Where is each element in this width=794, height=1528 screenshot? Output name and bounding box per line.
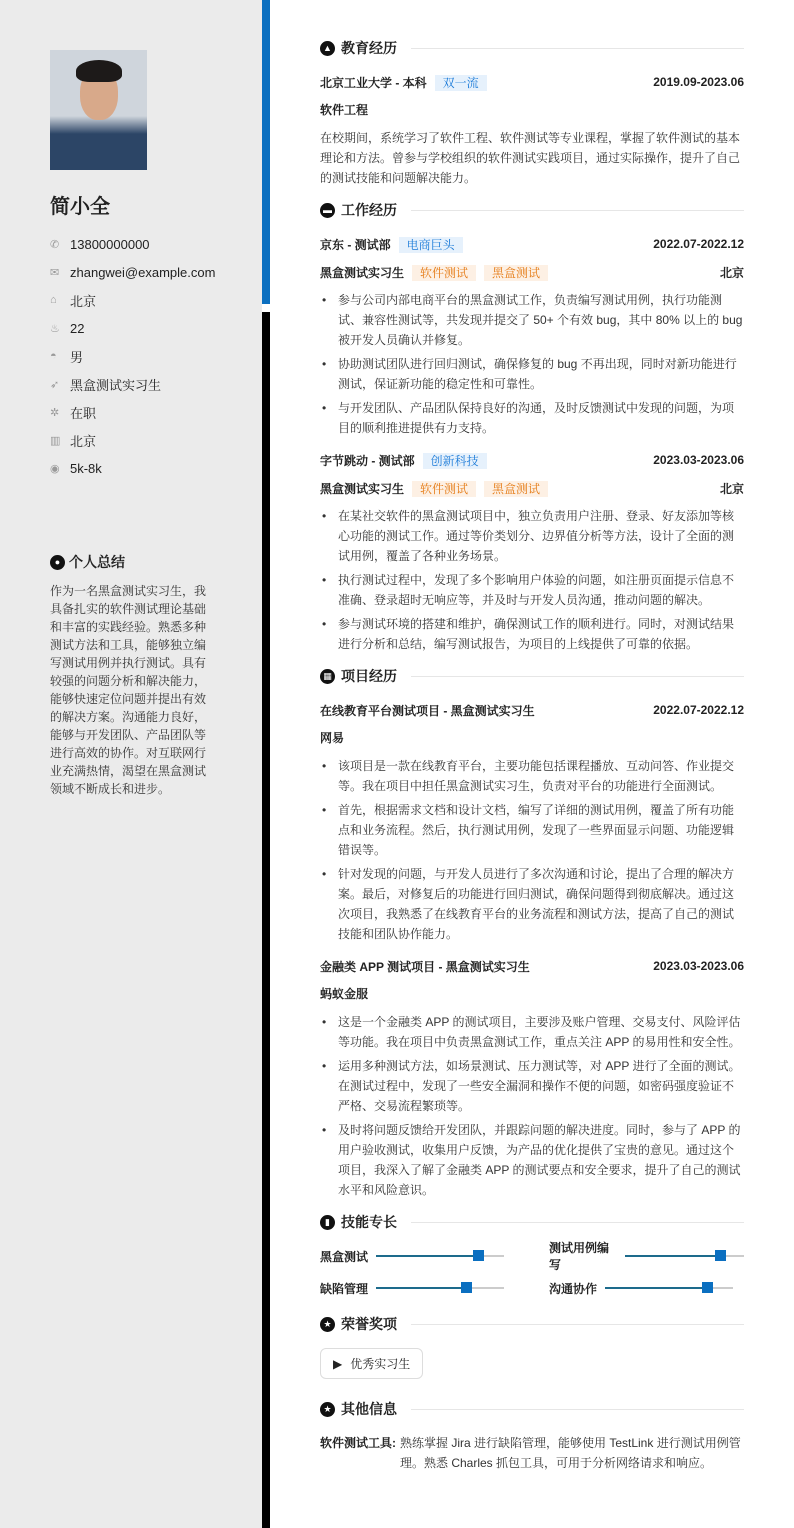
summary-title: 个人总结 (69, 554, 125, 570)
role-row (320, 478, 744, 498)
skill-tag: 软件测试 (412, 265, 476, 281)
work-date: 2022.07-2022.12 (653, 237, 744, 251)
user-icon: ● (50, 555, 65, 570)
cake-icon: ♨ (50, 322, 60, 335)
summary-section (50, 552, 215, 798)
work-bullet: • 执行测试过程中，发现了多个影响用户体验的问题，如注册页面提示信息不准确、登录超时无响应等，并及时与开发人员沟通，推动问题的解决。 (320, 570, 744, 610)
summary-text: 作为一名黑盒测试实习生，我具备扎实的软件测试理论基础和丰富的实践经验。熟悉多种测试方法和工具，能够独立编写测试用例并执行测试。具有较强的问题分析和解决能力，能够快速定位问题并提出有效的解决方案。沟通能力良好，能够与开发团队、产品团队等进行高效的协作。对互联网行业充满热情，渴望在黑盒测试领域不断成长和进步。 (50, 584, 207, 796)
projects-title: 项目经历 (341, 668, 397, 684)
grid-icon: ▦ (320, 669, 335, 684)
chart-icon: ▮ (320, 1215, 335, 1230)
slider-thumb[interactable] (461, 1282, 472, 1293)
accent-bar (262, 0, 270, 304)
project-bullet: • 运用多种测试方法，如场景测试、压力测试等，对 APP 进行了全面的测试。在测试过程中，发现了一些安全漏洞和操作不便的问题，如密码强度验证不严格、交易流程繁琐等。 (320, 1056, 744, 1116)
briefcase-icon: ▬ (320, 203, 335, 218)
company: 字节跳动 - 测试部 (320, 453, 415, 468)
work-city: 北京 (719, 265, 744, 280)
project-name: 金融类 APP 测试项目 - 黑盒测试实习生 (320, 959, 530, 974)
company-tag: 电商巨头 (399, 237, 463, 253)
money-icon: ◉ (50, 462, 60, 475)
project-bullet: • 这是一个金融类 APP 的测试项目，主要涉及账户管理、交易支付、风险评估等功能。我在项目中负责黑盒测试工作，重点关注 APP 的易用性和安全性。 (320, 1012, 744, 1052)
slider-thumb[interactable] (702, 1282, 713, 1293)
work-bullet: • 参与公司内部电商平台的黑盒测试工作，负责编写测试用例，执行功能测试、兼容性测试等，共发现并提交了 50+ 个有效 bug，其中 80% 以上的 bug 被开发人员确认并修复。 (320, 290, 744, 350)
send-icon: ➶ (50, 378, 60, 391)
skill-slider[interactable] (376, 1255, 504, 1257)
edu-date: 2019.09-2023.06 (653, 75, 744, 89)
work-header (320, 450, 744, 470)
work-bullet: • 参与测试环境的搭建和维护，确保测试工作的顺利进行。同时，对测试结果进行分析和总结，编写测试报告，为项目的上线提供了可靠的依据。 (320, 614, 744, 654)
email: zhangwei@example.com (70, 264, 216, 280)
info-icon: ★ (320, 1402, 335, 1417)
skill-tag: 黑盒测试 (484, 265, 548, 281)
project-bullet: • 该项目是一款在线教育平台，主要功能包括课程播放、互动问答、作业提交等。我在项目中担任黑盒测试实习生，负责对平台的功能进行全面测试。 (320, 756, 744, 796)
project-bullet: • 及时将问题反馈给开发团队，并跟踪问题的解决进度。同时，参与了 APP 的用户验收测试，收集用户反馈，为产品的优化提供了宝贵的意见。通过这个项目，我深入了解了金融类 APP 的测试要点和安全要求，提升了自己的测试水平和风险意识。 (320, 1120, 744, 1200)
project-date: 2022.07-2022.12 (653, 703, 744, 717)
skill-slider[interactable] (625, 1255, 744, 1257)
project-date: 2023.03-2023.06 (653, 959, 744, 973)
gender: 男 (70, 349, 84, 365)
work-bullet: • 协助测试团队进行回归测试，确保修复的 bug 不再出现，同时对新功能进行测试，保证新功能的稳定性和可靠性。 (320, 354, 744, 394)
project-name: 在线教育平台测试项目 - 黑盒测试实习生 (320, 703, 535, 718)
project-org: 网易 (320, 731, 345, 745)
project-org: 蚂蚁金服 (320, 987, 369, 1001)
skill-item (320, 1278, 515, 1298)
company: 京东 - 测试部 (320, 237, 391, 252)
age: 22 (70, 320, 85, 336)
skill-name: 黑盒测试 (320, 1249, 369, 1264)
other-label: 软件测试工具: (320, 1436, 396, 1450)
status: 在职 (70, 405, 97, 421)
work-city: 北京 (719, 481, 744, 496)
skill-slider[interactable] (376, 1287, 504, 1289)
profile-name: 简小全 (50, 196, 110, 218)
skill-item (549, 1278, 744, 1298)
other-text: 熟练掌握 Jira 进行缺陷管理，能够使用 TestLink 进行测试用例管理。熟悉 Charles 抓包工具，可用于分析网络请求和响应。 (400, 1436, 741, 1470)
salary: 5k-8k (70, 460, 102, 476)
location: 北京 (70, 293, 97, 309)
mail-icon: ✉ (50, 266, 60, 279)
city: 北京 (70, 433, 97, 449)
work-bullet: • 在某社交软件的黑盒测试项目中，独立负责用户注册、登录、好友添加等核心功能的测试工作。通过等价类划分、边界值分析等方法，设计了全面的测试用例，覆盖了各种业务场景。 (320, 506, 744, 566)
award-item[interactable] (320, 1348, 423, 1379)
main-content (320, 38, 744, 1473)
play-icon: ▶ (333, 1356, 343, 1371)
work-date: 2023.03-2023.06 (653, 453, 744, 467)
skill-name: 沟通协作 (549, 1281, 598, 1296)
slider-thumb[interactable] (715, 1250, 726, 1261)
skill-name: 缺陷管理 (320, 1281, 369, 1296)
project-header (320, 700, 744, 720)
work-header (320, 234, 744, 254)
project-bullet: • 针对发现的问题，与开发人员进行了多次沟通和讨论，提出了合理的解决方案。最后，对修复后的功能进行回归测试，确保问题得到彻底解决。通过这次项目，我熟悉了在线教育平台的业务流程和测试方法，提高了自己的测试技能和团队协作能力。 (320, 864, 744, 944)
status-icon: ✲ (50, 406, 60, 419)
other-title: 其他信息 (341, 1401, 397, 1417)
project-header (320, 956, 744, 976)
edu-desc: 在校期间，系统学习了软件工程、软件测试等专业课程，掌握了软件测试的基本理论和方法。曾参与学校组织的软件测试实践项目，通过实际操作，提升了自己的测试技能和问题解决能力。 (320, 131, 741, 185)
major: 软件工程 (320, 103, 369, 117)
phone: 13800000000 (70, 236, 150, 252)
skill-item (320, 1246, 515, 1266)
award-icon: ★ (320, 1317, 335, 1332)
home-icon: ⌂ (50, 294, 57, 306)
company-tag: 创新科技 (423, 453, 487, 469)
awards-title: 荣誉奖项 (341, 1316, 397, 1332)
school: 北京工业大学 - 本科 (320, 75, 427, 90)
school-tag: 双一流 (435, 75, 487, 91)
work-title: 工作经历 (341, 202, 397, 218)
role: 黑盒测试实习生 (320, 481, 405, 496)
skill-tag: 软件测试 (412, 481, 476, 497)
education-title: 教育经历 (341, 40, 397, 56)
building-icon: ▥ (50, 434, 61, 447)
skill-tag: 黑盒测试 (484, 481, 548, 497)
profile-info (50, 230, 215, 482)
role-row (320, 262, 744, 282)
skill-item (549, 1241, 744, 1272)
role: 黑盒测试实习生 (320, 265, 405, 280)
work-bullet: • 与开发团队、产品团队保持良好的沟通，及时反馈测试中发现的问题，为项目的顺利推进提供有力支持。 (320, 398, 744, 438)
award-label: 优秀实习生 (350, 1357, 411, 1371)
graduation-icon: ▲ (320, 41, 335, 56)
position: 黑盒测试实习生 (70, 377, 162, 393)
divider-bar (262, 312, 270, 1528)
skill-slider[interactable] (605, 1287, 733, 1289)
skills-title: 技能专长 (341, 1214, 397, 1230)
phone-icon: ✆ (50, 238, 60, 251)
avatar (50, 50, 147, 170)
gender-icon: ◓ (50, 350, 57, 362)
skill-name: 测试用例编写 (549, 1241, 610, 1272)
slider-thumb[interactable] (473, 1250, 484, 1261)
project-bullet: • 首先，根据需求文档和设计文档，编写了详细的测试用例，覆盖了所有功能点和业务流程。然后，执行测试用例，发现了一些界面显示问题、功能逻辑错误等。 (320, 800, 744, 860)
